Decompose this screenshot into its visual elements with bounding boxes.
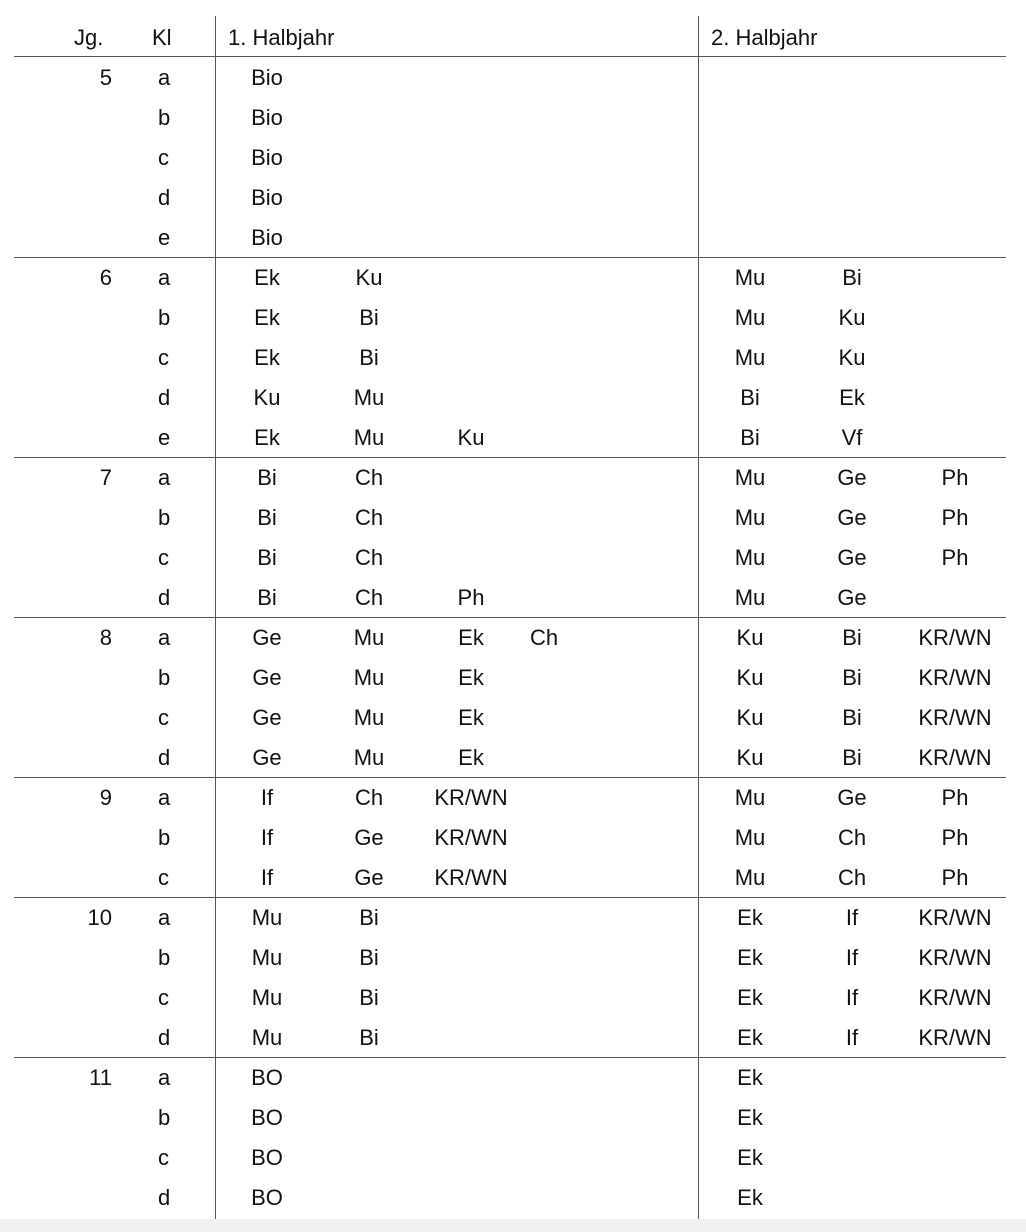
second-half-subject: Mu — [734, 505, 766, 530]
first-half-subject: Ku — [457, 425, 485, 450]
second-half-subject: Ph — [941, 465, 969, 490]
second-half-subject: KR/WN — [918, 945, 992, 970]
first-half-subject: Ek — [254, 265, 280, 290]
first-half-subject: Ge — [252, 665, 282, 690]
class-label: c — [158, 705, 169, 730]
first-half-subject: Ph — [457, 585, 485, 610]
first-half-subject: Mu — [251, 905, 283, 930]
second-half-subject: Ge — [837, 785, 867, 810]
first-half-subject: Mu — [353, 665, 385, 690]
second-half-subject: Ph — [941, 545, 969, 570]
second-half-subject: Ku — [838, 345, 866, 370]
first-half-subject: Bio — [251, 105, 283, 130]
second-half-subject: If — [845, 1025, 859, 1050]
first-half-subject: Bi — [257, 465, 277, 490]
class-label: d — [158, 745, 171, 770]
first-half-subject: KR/WN — [434, 865, 508, 890]
first-half-subject: Ch — [354, 465, 384, 490]
class-label: c — [158, 545, 169, 570]
class-label: a — [158, 905, 171, 930]
second-half-subject: Bi — [842, 665, 862, 690]
second-half-subject: Bi — [842, 265, 862, 290]
second-half-subject: If — [845, 945, 859, 970]
class-label: e — [158, 425, 171, 450]
class-label: b — [158, 945, 171, 970]
second-half-subject: KR/WN — [918, 745, 992, 770]
first-half-subject: Ge — [252, 705, 282, 730]
first-half-subject: BO — [251, 1065, 283, 1090]
first-half-subject: Ek — [458, 625, 484, 650]
first-half-subject: Ek — [458, 665, 484, 690]
group-divider — [14, 617, 1006, 618]
second-half-subject: Ku — [736, 745, 764, 770]
class-label: a — [158, 1065, 171, 1090]
grade-label: 5 — [99, 65, 112, 90]
group-divider — [14, 257, 1006, 258]
second-half-subject: Ge — [837, 465, 867, 490]
first-half-subject: Mu — [251, 1025, 283, 1050]
first-half-subject: Mu — [353, 625, 385, 650]
class-label: c — [158, 345, 169, 370]
class-label: b — [158, 305, 171, 330]
class-label: b — [158, 105, 171, 130]
second-half-subject: Ku — [736, 705, 764, 730]
first-half-subject: Ch — [354, 585, 384, 610]
second-half-subject: Mu — [734, 825, 766, 850]
second-half-subject: Vf — [841, 425, 863, 450]
second-half-subject: Ph — [941, 785, 969, 810]
first-half-subject: Mu — [353, 705, 385, 730]
second-half-subject: Ch — [837, 825, 867, 850]
first-half-subject: Bi — [359, 305, 379, 330]
first-half-subject: KR/WN — [434, 785, 508, 810]
first-half-subject: Ge — [252, 745, 282, 770]
grade-label: 11 — [89, 1065, 112, 1090]
class-label: d — [158, 585, 171, 610]
first-half-subject: Mu — [353, 745, 385, 770]
second-half-subject: Bi — [740, 425, 760, 450]
class-label: b — [158, 825, 171, 850]
second-half-subject: Bi — [842, 745, 862, 770]
first-half-subject: Bi — [359, 345, 379, 370]
first-half-subject: Ch — [354, 785, 384, 810]
first-half-subject: Ek — [254, 305, 280, 330]
first-half-subject: Ek — [458, 745, 484, 770]
second-half-subject: Ge — [837, 585, 867, 610]
first-half-subject: Ge — [252, 625, 282, 650]
class-label: b — [158, 1105, 171, 1130]
group-divider — [14, 457, 1006, 458]
second-half-subject: KR/WN — [918, 905, 992, 930]
second-half-subject: Bi — [740, 385, 760, 410]
first-half-subject: Bio — [251, 65, 283, 90]
second-half-subject: Mu — [734, 305, 766, 330]
second-half-subject: Ek — [737, 1105, 763, 1130]
first-half-subject: If — [260, 825, 274, 850]
second-half-subject: Ku — [736, 665, 764, 690]
second-half-subject: If — [845, 985, 859, 1010]
first-half-subject: Bi — [359, 985, 379, 1010]
second-half-subject: Mu — [734, 865, 766, 890]
first-half-subject: Mu — [251, 945, 283, 970]
header-jg: Jg. — [74, 25, 104, 50]
group-divider — [14, 1057, 1006, 1058]
second-half-subject: Mu — [734, 345, 766, 370]
second-half-subject: Ch — [837, 865, 867, 890]
second-half-subject: Ek — [737, 1025, 763, 1050]
first-half-subject: Ek — [254, 425, 280, 450]
first-half-subject: Ch — [354, 505, 384, 530]
second-half-subject: Ph — [941, 505, 969, 530]
second-half-subject: Ek — [839, 385, 865, 410]
first-half-subject: BO — [251, 1105, 283, 1130]
grade-label: 7 — [99, 465, 112, 490]
header-first-half: 1. Halbjahr — [228, 25, 335, 50]
first-half-subject: BO — [251, 1185, 283, 1210]
first-half-subject: Bi — [359, 1025, 379, 1050]
first-half-subject: Ku — [355, 265, 383, 290]
first-half-subject: Ch — [354, 545, 384, 570]
first-half-subject: Ek — [254, 345, 280, 370]
class-label: b — [158, 665, 171, 690]
second-half-subject: KR/WN — [918, 985, 992, 1010]
second-half-subject: Ek — [737, 1145, 763, 1170]
class-label: a — [158, 625, 171, 650]
second-half-subject: Ek — [737, 945, 763, 970]
second-half-subject: Ku — [838, 305, 866, 330]
header-second-half: 2. Halbjahr — [711, 25, 818, 50]
first-half-subject: Bi — [359, 905, 379, 930]
second-half-subject: KR/WN — [918, 705, 992, 730]
second-half-subject: Bi — [842, 625, 862, 650]
second-half-subject: KR/WN — [918, 665, 992, 690]
second-half-subject: Ph — [941, 865, 969, 890]
second-half-subject: Ge — [837, 545, 867, 570]
header-kl: Kl — [152, 25, 172, 50]
grade-label: 10 — [87, 905, 112, 930]
grade-label: 9 — [99, 785, 112, 810]
second-half-subject: Bi — [842, 705, 862, 730]
class-label: c — [158, 985, 169, 1010]
second-half-subject: If — [845, 905, 859, 930]
first-half-subject: Ge — [354, 825, 384, 850]
second-half-subject: Mu — [734, 585, 766, 610]
first-half-subject: Bio — [251, 225, 283, 250]
class-label: c — [158, 1145, 169, 1170]
second-half-subject: Mu — [734, 545, 766, 570]
page-bottom-edge — [0, 1219, 1026, 1232]
grade-label: 8 — [99, 625, 112, 650]
first-half-subject: Bi — [359, 945, 379, 970]
first-half-subject: Bio — [251, 185, 283, 210]
first-half-subject: BO — [251, 1145, 283, 1170]
first-half-subject: KR/WN — [434, 825, 508, 850]
first-half-subject: Mu — [251, 985, 283, 1010]
first-half-subject: Mu — [353, 385, 385, 410]
first-half-subject: Ek — [458, 705, 484, 730]
first-half-subject: Bi — [257, 505, 277, 530]
class-label: c — [158, 865, 169, 890]
class-label: c — [158, 145, 169, 170]
class-label: d — [158, 185, 171, 210]
class-label: a — [158, 65, 171, 90]
second-half-subject: Ge — [837, 505, 867, 530]
group-divider — [14, 777, 1006, 778]
first-half-subject: Ch — [529, 625, 559, 650]
first-half-subject: Bi — [257, 585, 277, 610]
first-half-subject: If — [260, 785, 274, 810]
second-half-subject: Ku — [736, 625, 764, 650]
second-half-subject: Ek — [737, 1185, 763, 1210]
class-label: a — [158, 265, 171, 290]
second-half-subject: Ek — [737, 905, 763, 930]
class-label: d — [158, 385, 171, 410]
second-half-subject: Mu — [734, 785, 766, 810]
group-divider — [14, 897, 1006, 898]
class-label: b — [158, 505, 171, 530]
class-label: d — [158, 1025, 171, 1050]
second-half-subject: Mu — [734, 265, 766, 290]
second-half-subject: Ek — [737, 1065, 763, 1090]
first-half-subject: Bio — [251, 145, 283, 170]
class-label: d — [158, 1185, 171, 1210]
class-label: a — [158, 465, 171, 490]
second-half-subject: KR/WN — [918, 1025, 992, 1050]
second-half-subject: Ek — [737, 985, 763, 1010]
first-half-subject: Ge — [354, 865, 384, 890]
class-label: a — [158, 785, 171, 810]
first-half-subject: Bi — [257, 545, 277, 570]
second-half-subject: Mu — [734, 465, 766, 490]
first-half-subject: If — [260, 865, 274, 890]
header-divider — [14, 56, 1006, 57]
second-half-subject: KR/WN — [918, 625, 992, 650]
first-half-subject: Ku — [253, 385, 281, 410]
second-half-subject: Ph — [941, 825, 969, 850]
grade-label: 6 — [99, 265, 112, 290]
first-half-subject: Mu — [353, 425, 385, 450]
class-label: e — [158, 225, 171, 250]
